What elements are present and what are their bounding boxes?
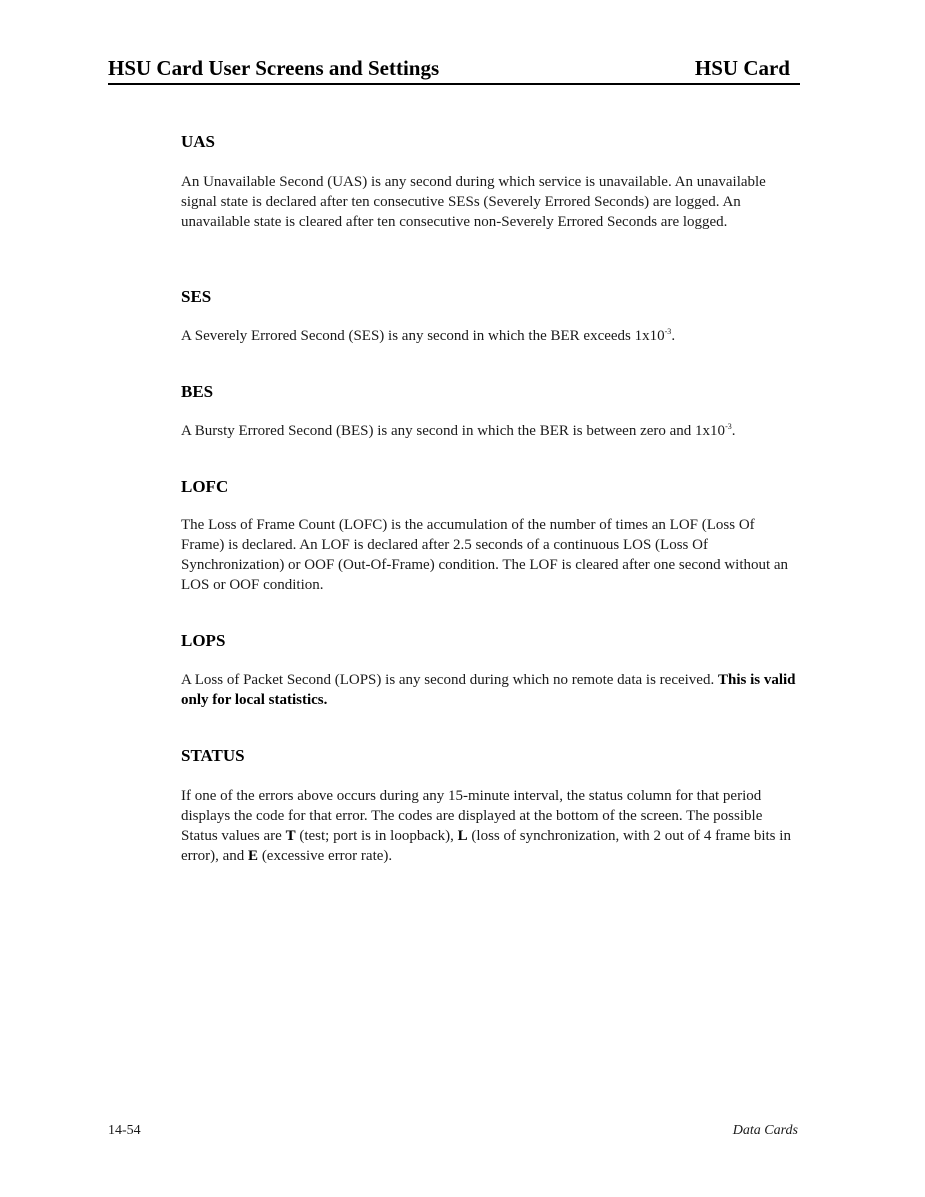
status-code-e: E <box>248 848 259 864</box>
section-title-uas: UAS <box>181 132 216 151</box>
lops-note: This is valid only for local statistics. <box>181 672 796 708</box>
exponent: -3 <box>664 327 672 336</box>
status-code-l: L <box>457 828 468 844</box>
section-text-lofc: The Loss of Frame Count (LOFC) is the accumulation of the number of times an LOF (Loss Of Frame) is declared. An LOF is declared after 2.5 seconds of a continuous LOS (Loss Of Synchronization) or OOF (Out-Of-Frame) condition. The LOF is cleared after one second without an LOS or OOF condition. <box>181 517 789 593</box>
exponent: -3 <box>725 422 732 431</box>
section-text-uas: An Unavailable Second (UAS) is any second during which service is unavailable. An unavailable signal state is declared after ten consecutive SESs (Severely Errored Seconds) are logged. An unavailable state is cleared after ten consecutive non-Severely Errored Seconds are logged. <box>181 174 766 230</box>
section-text-lops: A Loss of Packet Second (LOPS) is any second during which no remote data is received. This is valid only for local statistics. <box>181 672 796 708</box>
section-title-lofc: LOFC <box>181 477 229 496</box>
section-title-ses: SES <box>181 287 212 306</box>
status-code-t: T <box>285 828 296 844</box>
page-number: 14-54 <box>108 1123 141 1138</box>
chapter-name: Data Cards <box>732 1123 798 1138</box>
section-title-lops: LOPS <box>181 631 226 650</box>
section-title-bes: BES <box>181 382 214 401</box>
header-section: HSU Card <box>694 56 790 80</box>
section-text-bes: A Bursty Errored Second (BES) is any second in which the BER is between zero and $1x10^{-3}$. <box>181 422 736 439</box>
page-header <box>108 55 800 85</box>
section-title-status: STATUS <box>181 746 245 765</box>
section-text-status: If one of the errors above occurs during any 15-minute interval, the status column for that period displays the code for that error. The codes are displayed at the bottom of the screen. The possible Status values are T (test; port is in loopback), L (loss of synchronization, with 2 out of 4 frame bits in error), and E (excessive error rate). <box>181 788 791 864</box>
section-text-ses: A Severely Errored Second (SES) is any second in which the BER exceeds $1x10^{-3}$. <box>181 327 676 344</box>
header-title: HSU Card User Screens and Settings <box>108 56 440 80</box>
